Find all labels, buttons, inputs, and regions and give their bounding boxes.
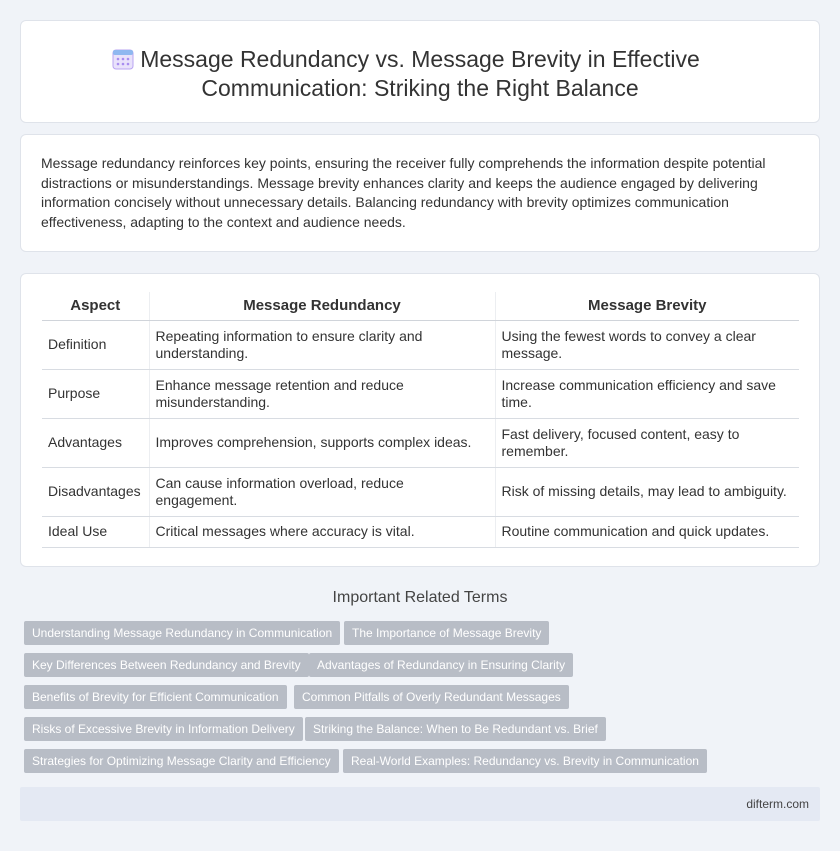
title-card <box>20 20 820 123</box>
comparison-table <box>42 292 799 548</box>
page-title-line-1: Message Redundancy vs. Message Brevity in Effective <box>140 46 700 72</box>
comparison-card <box>20 273 820 567</box>
table-header-row <box>42 292 799 320</box>
row-redundancy: Improves comprehension, supports complex ideas. <box>149 418 495 467</box>
related-term-link[interactable]: Striking the Balance: When to Be Redundant vs. Brief <box>305 717 606 741</box>
table-row <box>42 516 799 547</box>
row-aspect: Disadvantages <box>42 467 149 516</box>
related-term-link[interactable]: Advantages of Redundancy in Ensuring Clarity <box>309 653 573 677</box>
table-row <box>42 369 799 418</box>
row-aspect: Advantages <box>42 418 149 467</box>
row-redundancy: Repeating information to ensure clarity and understanding. <box>149 320 495 369</box>
row-brevity: Routine communication and quick updates. <box>495 516 799 547</box>
table-row <box>42 320 799 369</box>
page-title-line-2: Communication: Striking the Right Balance <box>201 75 639 101</box>
related-term-link[interactable]: Understanding Message Redundancy in Communication <box>24 621 340 645</box>
related-terms-heading: Important Related Terms <box>332 589 508 606</box>
row-brevity: Using the fewest words to convey a clear message. <box>495 320 799 369</box>
related-term-link[interactable]: The Importance of Message Brevity <box>344 621 549 645</box>
header-aspect: Aspect <box>42 292 149 320</box>
intro-card <box>20 134 820 252</box>
table-row <box>42 418 799 467</box>
row-aspect: Ideal Use <box>42 516 149 547</box>
page-title <box>21 45 819 103</box>
related-term-link[interactable]: Real-World Examples: Redundancy vs. Brevity in Communication <box>343 749 707 773</box>
row-brevity: Fast delivery, focused content, easy to remember. <box>495 418 799 467</box>
footer <box>20 787 820 821</box>
table-row <box>42 467 799 516</box>
related-term-link[interactable]: Strategies for Optimizing Message Clarity and Efficiency <box>24 749 339 773</box>
row-aspect: Definition <box>42 320 149 369</box>
related-term-link[interactable]: Key Differences Between Redundancy and Brevity <box>24 653 309 677</box>
row-aspect: Purpose <box>42 369 149 418</box>
row-redundancy: Critical messages where accuracy is vital. <box>149 516 495 547</box>
row-brevity: Increase communication efficiency and save time. <box>495 369 799 418</box>
row-redundancy: Enhance message retention and reduce misunderstanding. <box>149 369 495 418</box>
header-brevity: Message Brevity <box>495 292 799 320</box>
related-term-link[interactable]: Benefits of Brevity for Efficient Communication <box>24 685 287 709</box>
intro-paragraph: Message redundancy reinforces key points, ensuring the receiver fully comprehends the information despite potential distractions or misunderstandings. Message brevity enhances clarity and keeps the audience engaged by delivering information concisely without unnecessary details. Balancing redundancy with brevity optimizes communication effectiveness, adapting to the context and audience needs. <box>41 155 766 230</box>
related-term-link[interactable]: Common Pitfalls of Overly Redundant Messages <box>294 685 569 709</box>
row-redundancy: Can cause information overload, reduce engagement. <box>149 467 495 516</box>
row-brevity: Risk of missing details, may lead to ambiguity. <box>495 467 799 516</box>
footer-site-name: difterm.com <box>746 797 809 811</box>
header-redundancy: Message Redundancy <box>149 292 495 320</box>
related-term-link[interactable]: Risks of Excessive Brevity in Information Delivery <box>24 717 303 741</box>
